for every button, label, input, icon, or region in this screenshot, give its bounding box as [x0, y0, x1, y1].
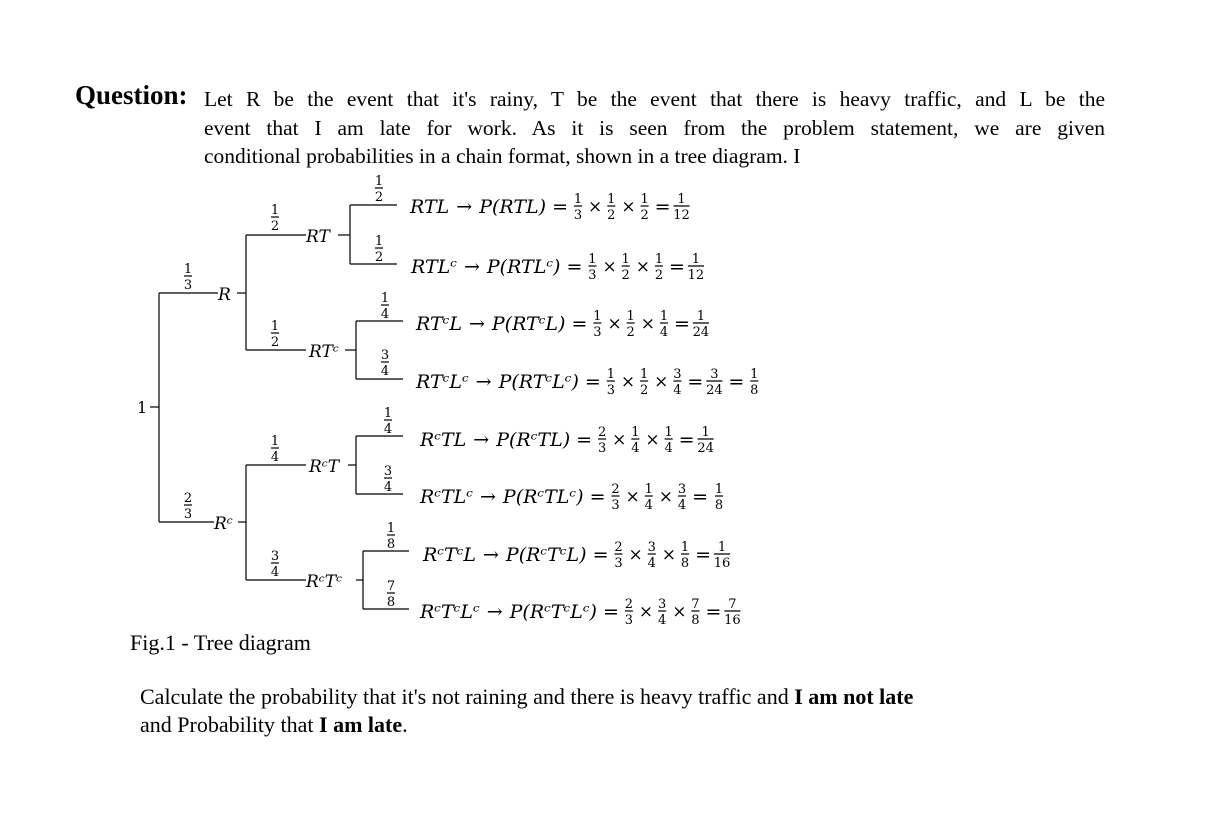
- outcome-event: RTᶜL: [416, 313, 462, 335]
- fraction-numerator: 7: [691, 597, 700, 612]
- times-sign: ×: [661, 545, 677, 565]
- equals-sign: =: [678, 429, 695, 451]
- fraction-numerator: 7: [386, 579, 396, 594]
- outcome-arrow: →: [473, 429, 490, 451]
- fraction-numerator: 1: [588, 252, 597, 267]
- tree-node-label: Rᶜ: [214, 514, 233, 534]
- times-sign: ×: [602, 257, 617, 277]
- tree-node-label: RᶜT: [309, 457, 340, 477]
- outcome-probability: P(RTᶜLᶜ) =: [498, 371, 601, 393]
- fraction-denominator: 2: [621, 268, 630, 283]
- outcome-event: RᶜTL: [420, 429, 467, 451]
- fraction-denominator: 3: [593, 325, 602, 340]
- fraction-numerator: 1: [383, 406, 393, 421]
- fraction-denominator: 2: [654, 268, 664, 283]
- tree-node-label: RᶜTᶜ: [306, 572, 343, 592]
- times-sign: ×: [654, 372, 669, 392]
- fraction-numerator: 3: [647, 540, 656, 555]
- fraction-denominator: 4: [383, 480, 393, 495]
- fraction-numerator: 1: [640, 192, 649, 207]
- equals-sign: =: [674, 313, 690, 335]
- fraction-numerator: 1: [270, 319, 280, 334]
- fraction-numerator: 1: [183, 262, 193, 277]
- fraction-numerator: 1: [701, 425, 710, 440]
- fraction-denominator: 3: [614, 556, 623, 571]
- fraction-denominator: 8: [386, 537, 396, 552]
- fraction-numerator: 1: [607, 192, 616, 207]
- fraction-denominator: 24: [697, 441, 714, 456]
- fraction-numerator: 1: [593, 309, 602, 324]
- fraction-denominator: 4: [644, 498, 653, 513]
- fraction-denominator: 3: [183, 507, 193, 522]
- times-sign: ×: [672, 602, 687, 622]
- fraction-denominator: 4: [677, 498, 687, 513]
- equals-sign: =: [705, 601, 722, 623]
- tree-root-label: 1: [137, 398, 148, 417]
- times-sign: ×: [621, 197, 636, 217]
- fraction-numerator: 3: [673, 367, 682, 382]
- outcome-arrow: →: [475, 371, 492, 393]
- fraction-denominator: 16: [713, 556, 731, 571]
- outcome-probability: P(RTLᶜ) =: [486, 256, 583, 278]
- outcome-arrow: →: [486, 601, 503, 623]
- outcome-event: RᶜTLᶜ: [420, 486, 473, 508]
- fraction-numerator: 3: [270, 549, 280, 564]
- equals-sign: =: [692, 486, 708, 508]
- fraction-denominator: 4: [270, 450, 280, 465]
- fraction-denominator: 4: [380, 307, 390, 322]
- prompt-text: Calculate the probability that it's not raining and there is heavy traffic and: [140, 684, 795, 709]
- fraction-denominator: 12: [687, 268, 705, 283]
- fraction-denominator: 16: [724, 613, 741, 628]
- fraction-numerator: 1: [270, 203, 280, 218]
- fraction-denominator: 8: [691, 613, 700, 628]
- equals-sign: =: [687, 371, 704, 393]
- fraction-denominator: 2: [639, 383, 649, 398]
- question-line: event that I am late for work. As it is seen from the problem statement, we are given: [204, 115, 1105, 140]
- equals-sign: =: [669, 256, 685, 278]
- fraction-numerator: 1: [621, 252, 630, 267]
- fraction-denominator: 12: [673, 208, 690, 223]
- fraction-numerator: 1: [606, 367, 615, 382]
- fraction-numerator: 1: [386, 521, 396, 536]
- outcome-probability: P(RTᶜL) =: [491, 313, 588, 335]
- outcome-event: RTᶜLᶜ: [416, 371, 469, 393]
- prompt-emphasis: I am not late: [794, 684, 914, 709]
- outcome-arrow: →: [456, 196, 473, 218]
- fraction-denominator: 4: [380, 364, 390, 379]
- tree-node-label: RTᶜ: [309, 342, 339, 362]
- times-sign: ×: [635, 257, 650, 277]
- fraction-denominator: 2: [270, 335, 280, 350]
- fraction-denominator: 4: [647, 556, 656, 571]
- fraction-numerator: 1: [654, 252, 664, 267]
- equals-sign: =: [654, 196, 671, 218]
- fraction-numerator: 7: [728, 597, 737, 612]
- equals-sign: =: [695, 544, 711, 566]
- times-sign: ×: [607, 314, 622, 334]
- fraction-numerator: 1: [691, 252, 701, 267]
- fraction-numerator: 1: [270, 434, 280, 449]
- fraction-denominator: 8: [750, 383, 759, 398]
- fraction-denominator: 4: [383, 422, 393, 437]
- outcome-event: RᶜTᶜLᶜ: [420, 601, 480, 623]
- outcome-probability: P(RᶜTᶜL) =: [505, 544, 609, 566]
- fraction-denominator: 3: [588, 268, 597, 283]
- fraction-numerator: 1: [639, 367, 649, 382]
- fraction-denominator: 3: [624, 613, 634, 628]
- times-sign: ×: [645, 430, 660, 450]
- fraction-denominator: 4: [664, 441, 673, 456]
- fraction-numerator: 1: [664, 425, 673, 440]
- fraction-numerator: 1: [696, 309, 706, 324]
- times-sign: ×: [612, 430, 627, 450]
- fraction-denominator: 24: [692, 325, 710, 340]
- question-prompt: [140, 683, 913, 739]
- prompt-text: and Probability that: [140, 712, 320, 737]
- fraction-numerator: 3: [383, 464, 393, 479]
- fraction-numerator: 3: [710, 367, 719, 382]
- prompt-emphasis: I am late: [319, 712, 403, 737]
- fraction-numerator: 1: [750, 367, 759, 382]
- outcome-probability: P(RᶜTᶜLᶜ) =: [509, 601, 619, 623]
- fraction-denominator: 3: [573, 208, 583, 223]
- times-sign: ×: [640, 314, 655, 334]
- times-sign: ×: [658, 487, 674, 507]
- fraction-numerator: 1: [659, 309, 669, 324]
- fraction-denominator: 2: [374, 190, 384, 205]
- fraction-denominator: 4: [673, 383, 682, 398]
- times-sign: ×: [620, 372, 636, 392]
- fraction-numerator: 1: [714, 482, 724, 497]
- fraction-denominator: 4: [631, 441, 640, 456]
- fraction-denominator: 4: [659, 325, 669, 340]
- question-label: Question:: [75, 80, 188, 110]
- fraction-denominator: 3: [606, 383, 615, 398]
- fraction-denominator: 3: [611, 498, 620, 513]
- fraction-numerator: 2: [614, 540, 623, 555]
- fraction-denominator: 2: [607, 208, 616, 223]
- fraction-denominator: 8: [714, 498, 724, 513]
- fraction-numerator: 1: [677, 192, 686, 207]
- question-line: conditional probabilities in a chain format, shown in a tree diagram. I: [204, 144, 801, 168]
- fraction-denominator: 2: [270, 219, 280, 234]
- outcome-probability: P(RᶜTLᶜ) =: [502, 486, 606, 508]
- figure-caption: Fig.1 - Tree diagram: [130, 630, 311, 655]
- fraction-numerator: 1: [380, 291, 390, 306]
- fraction-denominator: 24: [706, 383, 723, 398]
- times-sign: ×: [638, 602, 654, 622]
- fraction-denominator: 3: [597, 441, 607, 456]
- fraction-numerator: 2: [624, 597, 634, 612]
- fraction-numerator: 3: [658, 597, 667, 612]
- times-sign: ×: [628, 545, 643, 565]
- fraction-numerator: 2: [183, 491, 193, 506]
- outcome-probability: P(RᶜTL) =: [496, 429, 593, 451]
- outcome-arrow: →: [480, 486, 496, 508]
- fraction-numerator: 1: [374, 234, 384, 249]
- outcome-event: RTLᶜ: [411, 256, 457, 278]
- fraction-denominator: 4: [270, 565, 280, 580]
- fraction-numerator: 1: [626, 309, 635, 324]
- fraction-denominator: 2: [626, 325, 635, 340]
- outcome-arrow: →: [468, 313, 485, 335]
- fraction-numerator: 2: [611, 482, 620, 497]
- outcome-arrow: →: [463, 256, 480, 278]
- outcome-arrow: →: [483, 544, 499, 566]
- outcome-event: RTL: [410, 196, 450, 218]
- outcome-event: RᶜTᶜL: [423, 544, 476, 566]
- fraction-denominator: 8: [386, 595, 396, 610]
- fraction-numerator: 3: [677, 482, 687, 497]
- tree-node-label: R: [218, 285, 231, 305]
- fraction-numerator: 2: [597, 425, 607, 440]
- equals-sign: =: [728, 371, 745, 393]
- outcome-probability: P(RTL) =: [479, 196, 569, 218]
- fraction-denominator: 2: [640, 208, 649, 223]
- fraction-numerator: 1: [573, 192, 583, 207]
- tree-node-label: RT: [306, 227, 330, 247]
- fraction-numerator: 1: [680, 540, 690, 555]
- fraction-numerator: 1: [631, 425, 640, 440]
- fraction-denominator: 2: [374, 250, 384, 265]
- fraction-numerator: 1: [374, 174, 384, 189]
- fraction-denominator: 4: [658, 613, 667, 628]
- question-line: Let R be the event that it's rainy, T be the event that there is heavy traffic, and L be the: [204, 87, 1105, 111]
- times-sign: ×: [625, 487, 640, 507]
- times-sign: ×: [588, 197, 603, 217]
- fraction-numerator: 1: [717, 540, 727, 555]
- fraction-denominator: 3: [183, 278, 193, 293]
- fraction-numerator: 3: [380, 348, 390, 363]
- prompt-text: .: [402, 712, 408, 737]
- fraction-numerator: 1: [644, 482, 653, 497]
- fraction-denominator: 8: [680, 556, 690, 571]
